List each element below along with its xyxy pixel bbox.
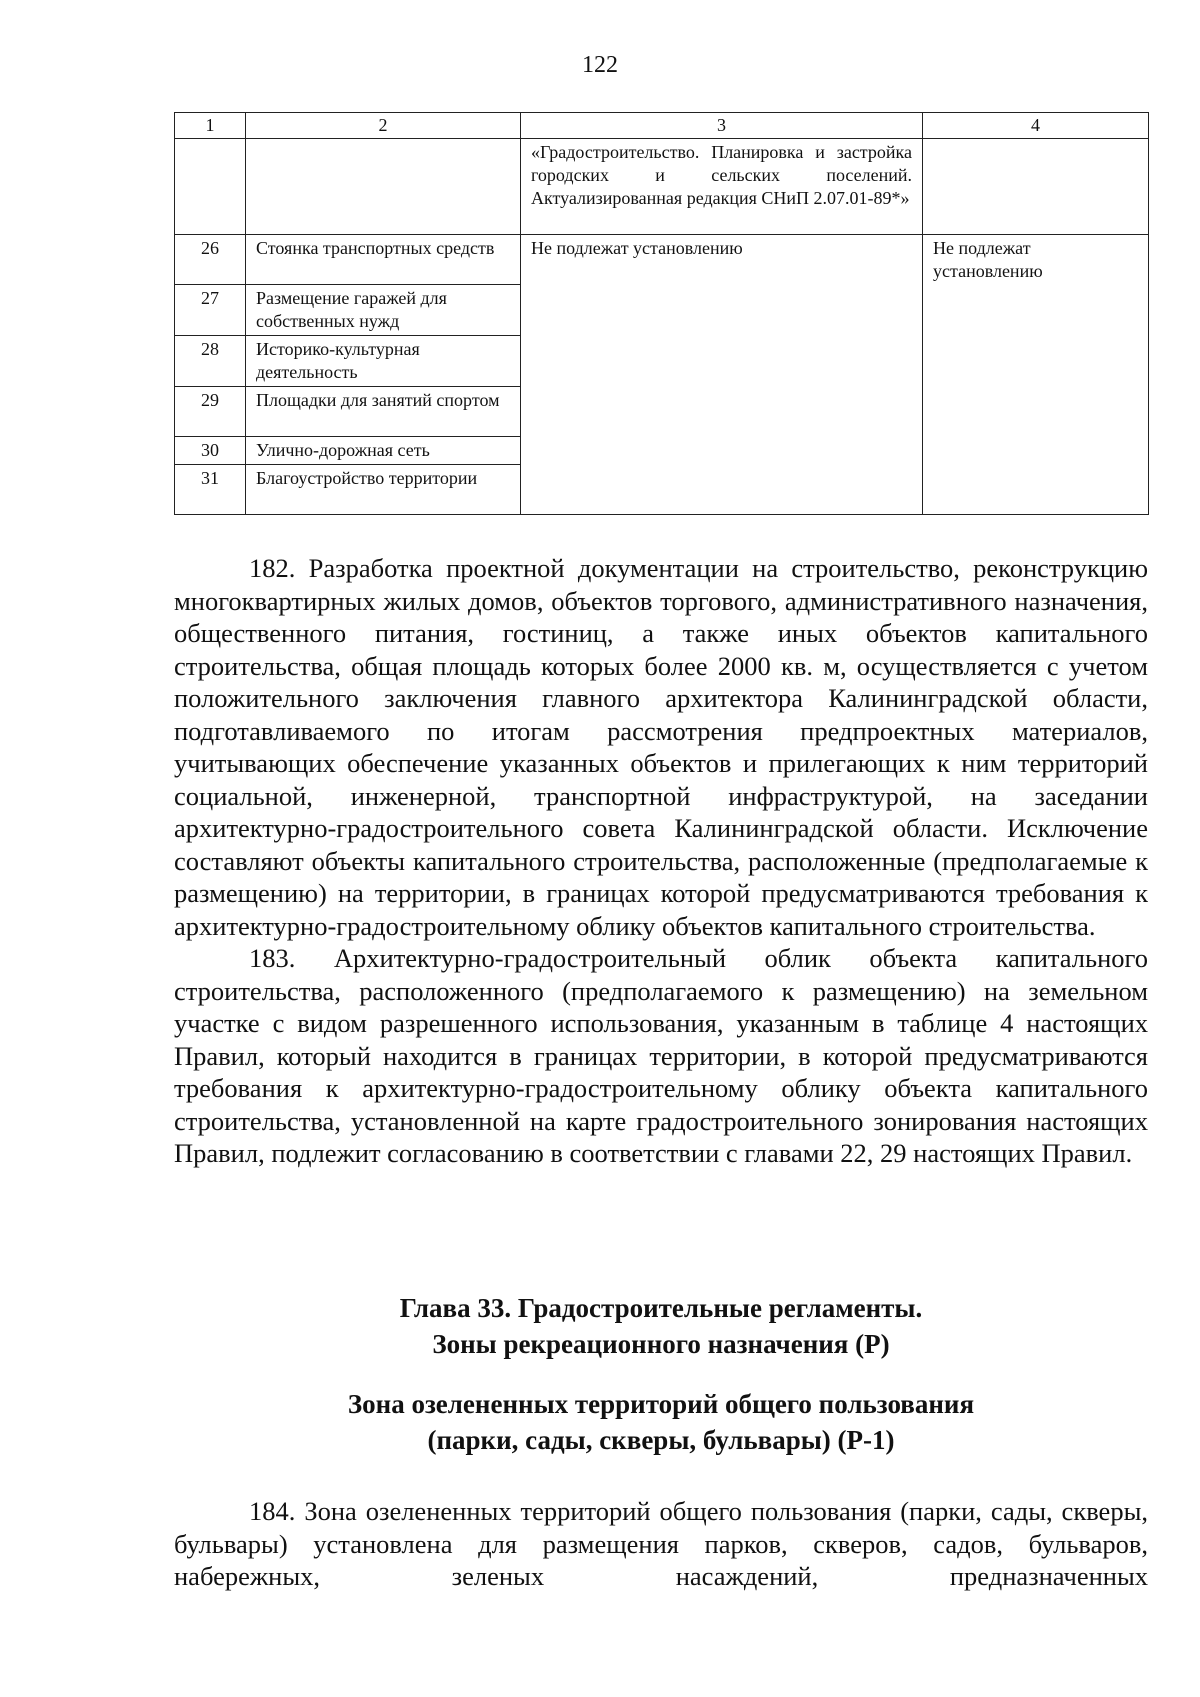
table-header-row (175, 113, 1149, 139)
row-name: Благоустройство территории (246, 465, 521, 515)
paragraph-182: 182. Разработка проектной документации на строительство, реконструкцию многоквартирных жилых домов, объектов торгового, административного назначения, общественного питания, гостиниц, а также иных объектов капитального строительства, общая площадь которых более 2000 кв. м, осуществляется с учетом положительного заключения главного архитектора Калининградской области, подготавливаемого по итогам рассмотрения предпроектных материалов, учитывающих обеспечение указанных объектов и прилегающих к ним территорий социальной, инженерной, транспортной инфраструктурой, на заседании архитектурно-градостроительного совета Калининградской области. Исключение составляют объекты капитального строительства, расположенные (предполагаемые к размещению) на территории, в границах которой предусматриваются требования к архитектурно-градостроительному облику объектов капитального строительства. (174, 553, 1148, 941)
row-name: Стоянка транспортных средств (246, 235, 521, 285)
table-row (175, 235, 1149, 285)
row-number: 27 (175, 285, 246, 336)
col3-value: Не подлежат установлению (521, 235, 923, 515)
header-col-2: 2 (246, 113, 521, 139)
row-number: 30 (175, 437, 246, 465)
zone-heading (174, 1386, 1148, 1458)
chapter-heading-line-1: Глава 33. Градостроительные регламенты. (399, 1293, 923, 1323)
header-col-3: 3 (521, 113, 923, 139)
zone-heading-line-2: (парки, сады, скверы, бульвары) (Р-1) (427, 1425, 895, 1455)
paragraph-184: 184. Зона озелененных территорий общего пользования (парки, сады, скверы, бульвары) установлена для размещения парков, скверов, садов, бульваров, набережных, зеленых насаждений, предназначенных (174, 1496, 1148, 1591)
row-number: 29 (175, 387, 246, 437)
chapter-heading (174, 1290, 1148, 1362)
header-col-4: 4 (923, 113, 1149, 139)
row-name: Историко-культурная деятельность (246, 336, 521, 387)
chapter-heading-line-2: Зоны рекреационного назначения (Р) (432, 1329, 890, 1359)
col4-value: Не подлежат установлению (923, 235, 1149, 515)
regulations-table (174, 112, 1149, 515)
page-number: 122 (582, 52, 618, 78)
table-row-continuation (175, 139, 1149, 235)
paragraph-184-block (174, 1495, 1148, 1593)
header-col-1: 1 (175, 113, 246, 139)
row-number: 31 (175, 465, 246, 515)
paragraph-182-block (174, 552, 1148, 1170)
row-number: 28 (175, 336, 246, 387)
row-name: Улично-дорожная сеть (246, 437, 521, 465)
zone-heading-line-1: Зона озелененных территорий общего пользования (347, 1389, 975, 1419)
paragraph-183: 183. Архитектурно-градостроительный облик объекта капитального строительства, расположенного (предполагаемого к размещению) на земельном участке с видом разрешенного использования, указанным в таблице 4 настоящих Правил, который находится в границах территории, в которой предусматриваются требования к архитектурно-градостроительному облику объекта капитального строительства, установленной на карте градостроительного зонирования настоящих Правил, подлежит согласованию в соответствии с главами 22, 29 настоящих Правил. (174, 943, 1148, 1168)
row-name: Размещение гаражей для собственных нужд (246, 285, 521, 336)
row-name: Площадки для занятий спортом (246, 387, 521, 437)
row-number: 26 (175, 235, 246, 285)
continuation-cell: «Градостроительство. Планировка и застройка городских и сельских поселений. Актуализированная редакция СНиП 2.07.01-89*» (521, 139, 923, 235)
